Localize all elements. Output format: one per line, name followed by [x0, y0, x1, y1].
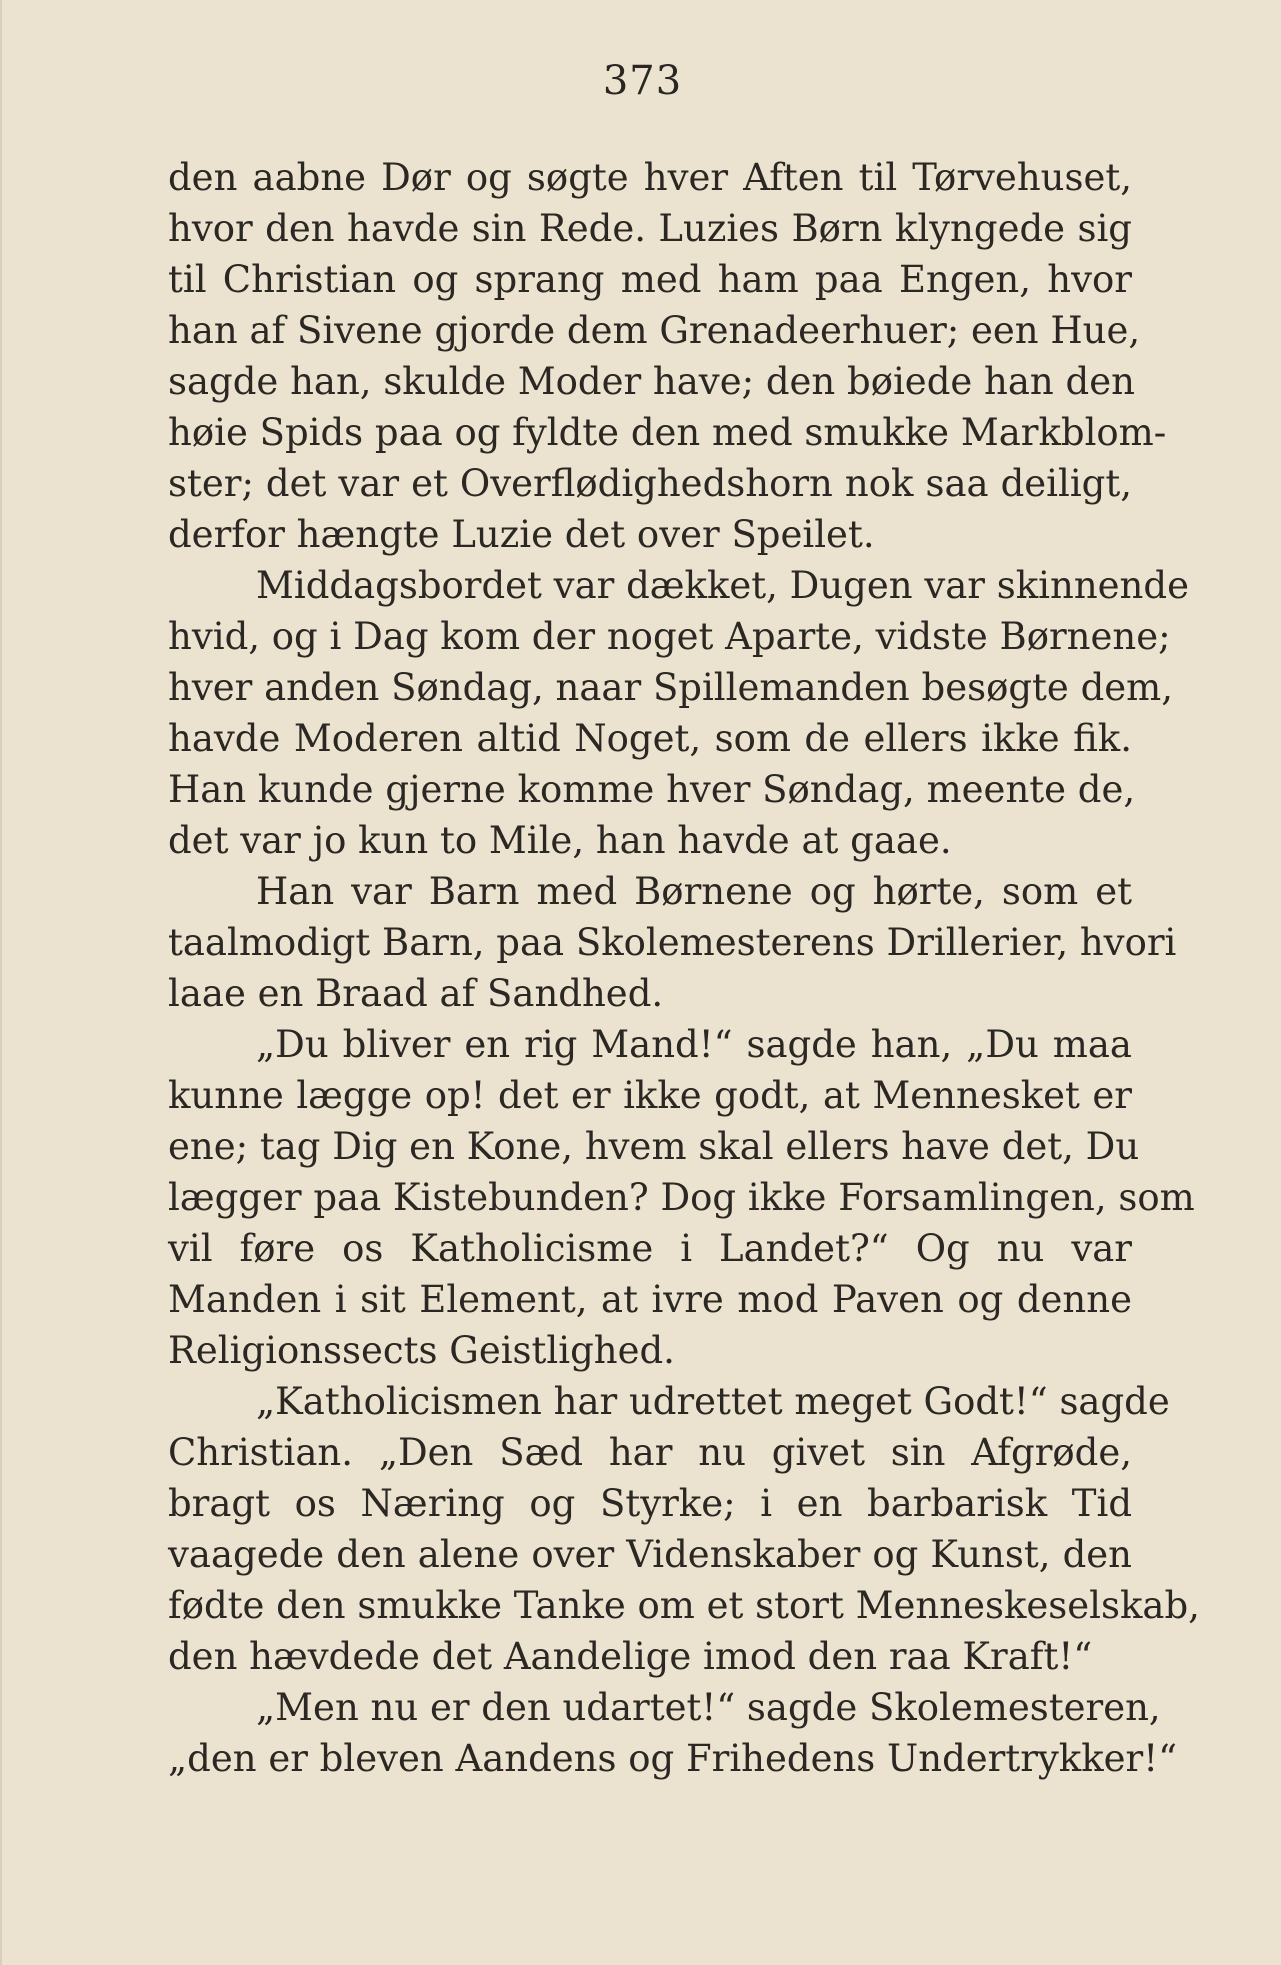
text-line: hver anden Søndag, naar Spillemanden besøgte dem, [168, 666, 1173, 709]
text-line: Religionssects Geistlighed. [168, 1329, 675, 1372]
text-line: hvid, og i Dag kom der noget Aparte, vidste Børnene; [168, 615, 1171, 658]
text-line: Manden i sit Element, at ivre mod Paven og denne [168, 1278, 1132, 1321]
text-line: til Christian og sprang med ham paa Engen, hvor [168, 258, 1132, 301]
text-line: „Katholicismen har udrettet meget Godt!“ sagde [256, 1380, 1170, 1423]
text-line: vil føre os Katholicisme i Landet?“ Og nu var [168, 1227, 1132, 1270]
text-line: „Men nu er den udartet!“ sagde Skolemesteren, [256, 1686, 1161, 1729]
text-line: Han var Barn med Børnene og hørte, som et [256, 870, 1132, 913]
text-line: Christian. „Den Sæd har nu givet sin Afgrøde, [168, 1431, 1132, 1474]
text-line: den aabne Dør og søgte hver Aften til Tørvehuset, [168, 156, 1132, 199]
text-line: han af Sivene gjorde dem Grenadeerhuer; een Hue, [168, 309, 1141, 352]
text-line: lægger paa Kistebunden? Dog ikke Forsamlingen, som [168, 1176, 1195, 1219]
text-line: sagde han, skulde Moder have; den bøiede han den [168, 360, 1135, 403]
text-line: høie Spids paa og fyldte den med smukke Markblom- [168, 411, 1167, 454]
text-line: ene; tag Dig en Kone, hvem skal ellers have det, Du [168, 1125, 1140, 1168]
text-line: det var jo kun to Mile, han havde at gaae. [168, 819, 952, 862]
text-line: havde Moderen altid Noget, som de ellers ikke fik. [168, 717, 1132, 760]
text-line: derfor hængte Luzie det over Speilet. [168, 513, 875, 556]
text-line: Middagsbordet var dækket, Dugen var skinnende [256, 564, 1189, 607]
text-line: „den er bleven Aandens og Frihedens Undertrykker!“ [168, 1737, 1178, 1780]
text-line: bragt os Næring og Styrke; i en barbarisk Tid [168, 1482, 1132, 1525]
text-line: hvor den havde sin Rede. Luzies Børn klyngede sig [168, 207, 1132, 250]
text-line: vaagede den alene over Videnskaber og Kunst, den [168, 1533, 1132, 1576]
page-number: 373 [602, 58, 683, 104]
text-line: laae en Braad af Sandhed. [168, 972, 664, 1015]
text-line: taalmodigt Barn, paa Skolemesterens Drillerier, hvori [168, 921, 1177, 964]
text-line: Han kunde gjerne komme hver Søndag, meente de, [168, 768, 1136, 811]
body-text [168, 152, 1200, 1784]
text-line: „Du bliver en rig Mand!“ sagde han, „Du maa [256, 1023, 1132, 1066]
text-line: fødte den smukke Tanke om et stort Menneskeselskab, [168, 1584, 1200, 1627]
text-line: kunne lægge op! det er ikke godt, at Mennesket er [168, 1074, 1132, 1117]
text-line: ster; det var et Overflødighedshorn nok saa deiligt, [168, 462, 1132, 505]
text-line: den hævdede det Aandelige imod den raa Kraft!“ [168, 1635, 1093, 1678]
